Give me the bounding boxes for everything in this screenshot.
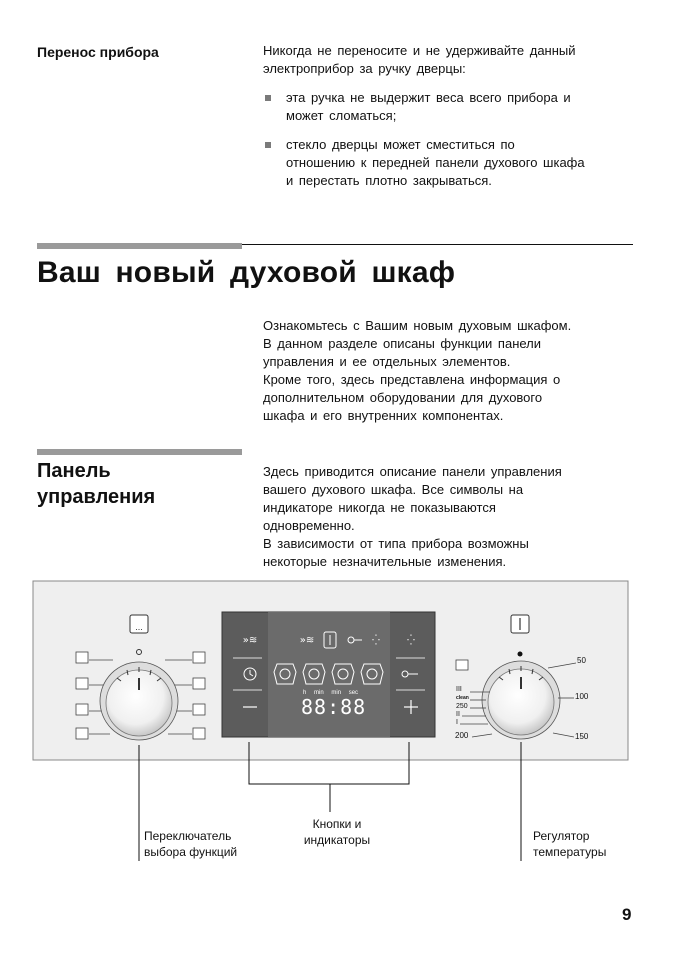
chapter-title: Ваш новый духовой шкаф xyxy=(37,256,456,289)
unit-sec: sec xyxy=(348,690,359,696)
callout-buttons xyxy=(296,816,378,848)
callout-line: Регулятор xyxy=(533,829,590,843)
unit-min: min xyxy=(314,690,324,696)
mode-icon xyxy=(76,652,88,663)
intro-line: управления и ее отдельных элементов. xyxy=(263,354,511,369)
temp-mark-clean: clean xyxy=(456,695,469,701)
mode-icon xyxy=(193,704,205,715)
callout-line: индикаторы xyxy=(303,833,371,847)
unit-min: min xyxy=(331,690,342,696)
page-number: 9 xyxy=(622,905,632,924)
intro-line: Кроме того, здесь представлена информация о xyxy=(263,372,561,387)
display-time: 88:88 xyxy=(301,695,367,719)
temp-mark-250: 250 xyxy=(456,703,468,710)
intro-line: В данном разделе описаны функции панели xyxy=(263,336,542,351)
text-line: некоторые незначительные изменения. xyxy=(263,554,507,569)
mode-icon xyxy=(193,678,205,689)
callout-line: Кнопки и xyxy=(312,817,362,831)
temp-mark-50: 50 xyxy=(577,656,586,665)
intro-line: шкафа и его внутренних компонентах. xyxy=(263,408,504,423)
temp-mark-II: II xyxy=(456,711,460,718)
text-line: вашего духового шкафа. Все символы на xyxy=(263,482,524,497)
intro-line: дополнительном оборудовании для духового xyxy=(263,390,543,405)
temp-mark-150: 150 xyxy=(575,732,589,741)
callout-temperature xyxy=(533,828,606,860)
mode-icon xyxy=(76,704,88,715)
off-position-icon xyxy=(518,652,523,657)
svg-text:⁛: ⁛ xyxy=(372,635,380,646)
bullet-line: стекло дверцы может сместиться по xyxy=(286,137,515,152)
svg-text:...: ... xyxy=(135,622,143,632)
bullet-line: эта ручка не выдержит веса всего прибора и xyxy=(286,90,571,105)
temp-mark-200: 200 xyxy=(455,731,469,740)
callout-line: температуры xyxy=(533,845,607,859)
mode-icon xyxy=(76,678,88,689)
title-line: управления xyxy=(37,486,156,508)
bullet-line: может сломаться; xyxy=(286,108,397,123)
text-line: Здесь приводится описание панели управления xyxy=(263,464,562,479)
bullet-line: и перестать плотно закрываться. xyxy=(286,173,492,188)
text-line: В зависимости от типа прибора возможны xyxy=(263,536,529,551)
text-line: индикаторе никогда не показываются xyxy=(263,500,496,515)
callout-line: Переключатель xyxy=(144,829,232,843)
svg-text:»≋: »≋ xyxy=(242,635,258,646)
temp-mark-100: 100 xyxy=(575,692,589,701)
light-icon xyxy=(456,660,468,670)
unit-h: h xyxy=(303,690,307,696)
text-line: одновременно. xyxy=(263,518,355,533)
display-window xyxy=(268,612,390,737)
temp-mark-I: I xyxy=(456,719,458,726)
intro-line: Ознакомьтесь с Вашим новым духовым шкафом. xyxy=(263,318,572,333)
callout-function-selector xyxy=(144,828,237,860)
svg-text:⁛: ⁛ xyxy=(407,635,415,646)
transport-intro-line: электроприбор за ручку дверцы: xyxy=(263,61,466,76)
transport-intro-line: Никогда не переносите и не удерживайте данный xyxy=(263,43,576,58)
svg-text:»≋: »≋ xyxy=(299,635,315,646)
mode-icon xyxy=(76,728,88,739)
mode-icon xyxy=(193,652,205,663)
title-line: Панель xyxy=(37,460,111,482)
section-heading-transport: Перенос прибора xyxy=(37,44,159,60)
mode-icon xyxy=(193,728,205,739)
bullet-line: отношению к передней панели духового шкафа xyxy=(286,155,585,170)
callout-line: выбора функций xyxy=(144,845,238,859)
temp-mark-III: III xyxy=(456,686,462,693)
